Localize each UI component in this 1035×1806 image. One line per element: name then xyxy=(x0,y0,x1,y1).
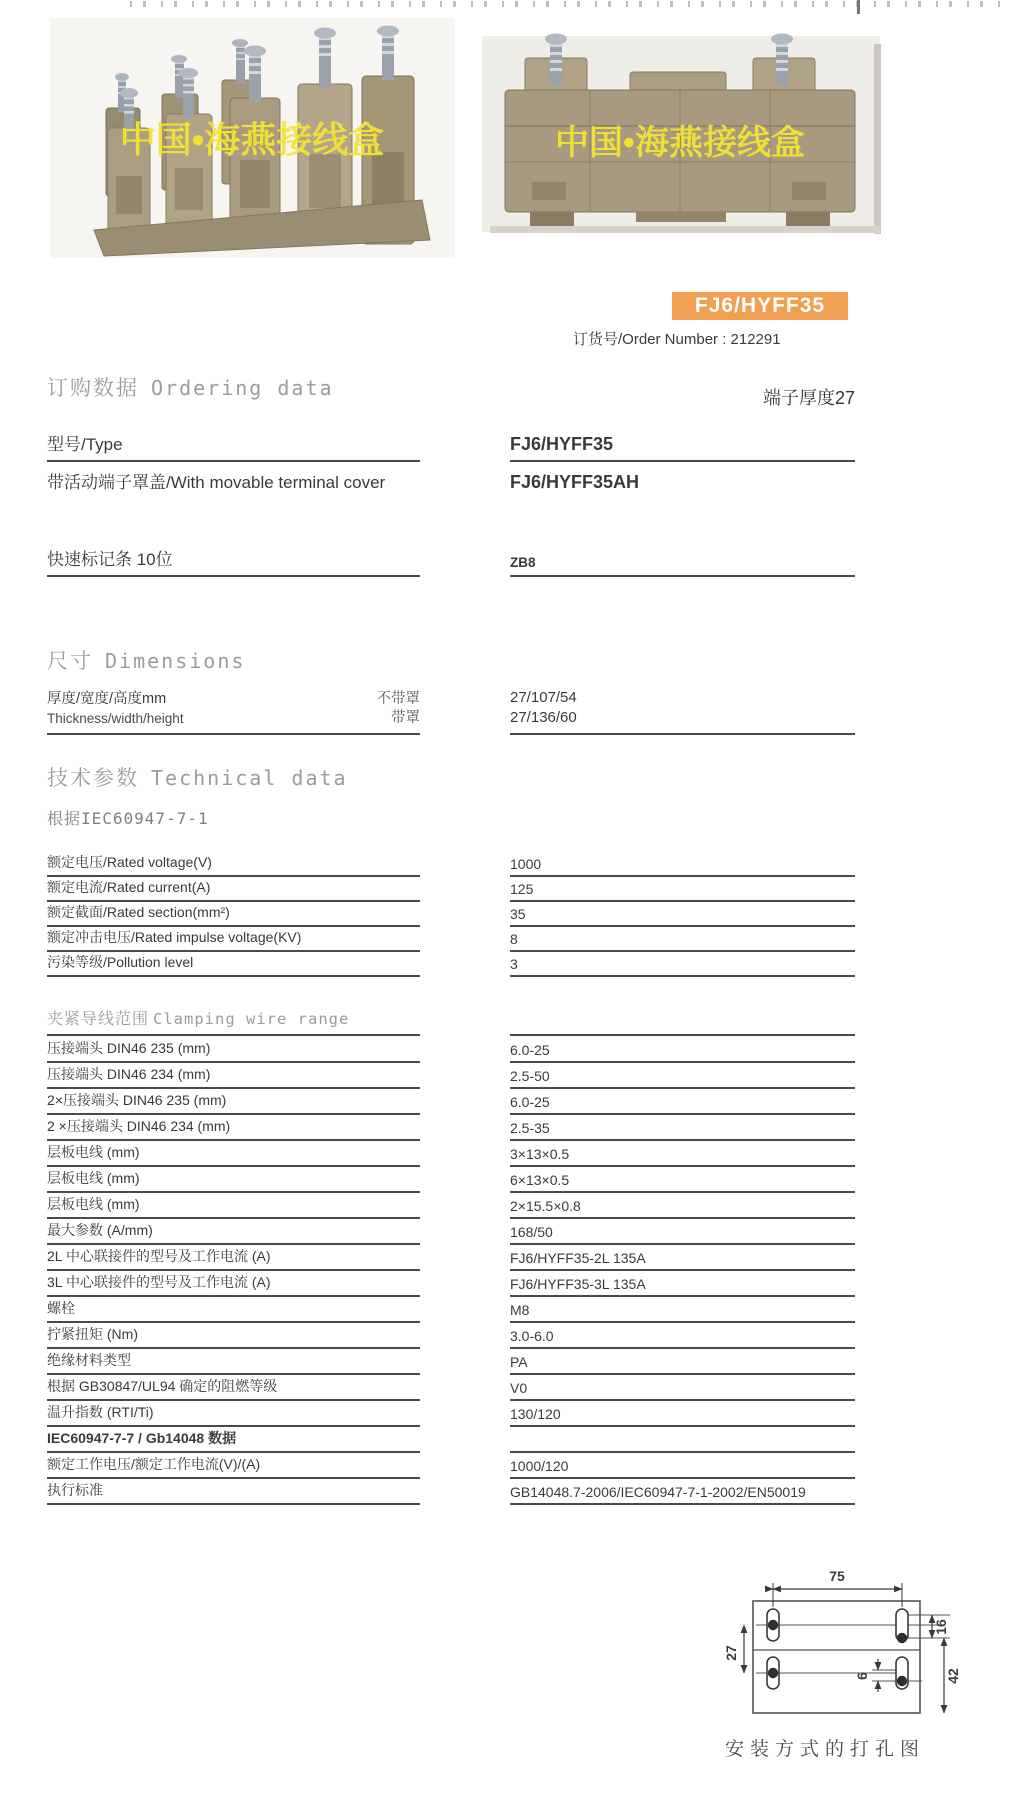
drawing-caption: 安装方式的打孔图 xyxy=(724,1739,925,1760)
spec-value: 2.5-50 xyxy=(510,1068,855,1089)
spec-label: 额定工作电压/额定工作电流(V)/(A) xyxy=(47,1454,420,1479)
spec-label: 绝缘材料类型 xyxy=(47,1350,420,1375)
watermark-text: 中国•海燕接线盒 xyxy=(119,119,385,160)
spec-row xyxy=(47,1401,855,1427)
spec-label: 额定电流/Rated current(A) xyxy=(47,877,420,902)
spec-value: 2.5-35 xyxy=(510,1120,855,1141)
spec-row xyxy=(47,1297,855,1323)
spec-row xyxy=(47,1193,855,1219)
clamping-heading-value-spacer xyxy=(510,1029,855,1036)
ordering-label: 型号/Type xyxy=(47,430,420,462)
spec-row xyxy=(47,877,855,902)
spec-label: 根据 GB30847/UL94 确定的阻燃等级 xyxy=(47,1376,420,1401)
spec-row xyxy=(47,927,855,952)
clamping-heading-text xyxy=(47,1006,420,1036)
ordering-row-cover xyxy=(47,468,855,498)
spec-label: 最大参数 (A/mm) xyxy=(47,1220,420,1245)
ordering-label: 带活动端子罩盖/With movable terminal cover xyxy=(47,473,386,492)
heading-en: Ordering data xyxy=(151,376,334,400)
value-with-cover: 27/136/60 xyxy=(510,709,577,726)
spec-value: FJ6/HYFF35-2L 135A xyxy=(510,1250,855,1271)
spec-value: 3×13×0.5 xyxy=(510,1146,855,1167)
variant-with-cover: 带罩 xyxy=(391,710,420,726)
spec-label: 执行标准 xyxy=(47,1480,420,1505)
value-without-cover: 27/107/54 xyxy=(510,689,577,706)
spec-row xyxy=(47,1453,855,1479)
model-badge: FJ6/HYFF35 xyxy=(672,292,848,320)
spec-value xyxy=(510,1448,855,1453)
spec-row xyxy=(47,1349,855,1375)
ordering-row-type xyxy=(47,430,855,462)
ordering-value: FJ6/HYFF35 xyxy=(510,434,855,462)
spec-value: FJ6/HYFF35-3L 135A xyxy=(510,1276,855,1297)
spec-row xyxy=(47,1245,855,1271)
spec-value: 1000/120 xyxy=(510,1458,855,1479)
spec-label: 3L 中心联接件的型号及工作电流 (A) xyxy=(47,1272,420,1297)
mounting-drilling-diagram xyxy=(660,1563,990,1723)
spec-row xyxy=(47,952,855,977)
spec-value: 6×13×0.5 xyxy=(510,1172,855,1193)
spec-value: 130/120 xyxy=(510,1406,855,1427)
spec-label: 压接端头 DIN46 235 (mm) xyxy=(47,1038,420,1063)
spec-label: 压接端头 DIN46 234 (mm) xyxy=(47,1064,420,1089)
section-heading-dimensions xyxy=(47,645,245,675)
spec-row xyxy=(47,1479,855,1505)
watermark-text: 中国•海燕接线盒 xyxy=(555,124,805,162)
spec-row xyxy=(47,1323,855,1349)
spec-value: PA xyxy=(510,1354,855,1375)
heading-en: Dimensions xyxy=(105,649,246,673)
spec-label: 螺栓 xyxy=(47,1298,420,1323)
spec-label: 层板电线 (mm) xyxy=(47,1168,420,1193)
section-heading-technical xyxy=(47,762,348,792)
spec-label: 层板电线 (mm) xyxy=(47,1194,420,1219)
spec-label: 层板电线 (mm) xyxy=(47,1142,420,1167)
heading-zh: 尺寸 xyxy=(47,650,93,673)
dimensions-label-en: Thickness/width/height xyxy=(47,711,184,726)
spec-value: M8 xyxy=(510,1302,855,1323)
spec-label: 污染等级/Pollution level xyxy=(47,952,420,977)
ordering-value: ZB8 xyxy=(510,555,855,577)
product-photo-terminal-block-single xyxy=(470,30,890,245)
cropped-header-text xyxy=(130,1,1010,7)
spec-row xyxy=(47,1089,855,1115)
spec-value: 168/50 xyxy=(510,1224,855,1245)
dimension-edge-label: 16 xyxy=(933,1619,949,1635)
spec-row xyxy=(47,1271,855,1297)
spec-value: 3 xyxy=(510,956,855,977)
terminal-thickness-note: 端子厚度27 xyxy=(762,388,855,408)
spec-row xyxy=(47,1063,855,1089)
spec-row xyxy=(47,1375,855,1401)
dimension-offset-label: 6 xyxy=(854,1672,870,1680)
spec-value: V0 xyxy=(510,1380,855,1401)
technical-table-general xyxy=(47,852,855,977)
dimensions-label-zh: 厚度/宽度/高度mm xyxy=(47,691,167,707)
spec-label: 拧紧扭矩 (Nm) xyxy=(47,1324,420,1349)
dimension-width-label: 75 xyxy=(829,1568,845,1584)
spec-row xyxy=(47,902,855,927)
spec-value: GB14048.7-2006/IEC60947-7-1-2002/EN50019 xyxy=(510,1484,855,1505)
slotted-hole xyxy=(896,1657,908,1689)
dimension-row-spacing-label: 27 xyxy=(723,1645,739,1661)
slotted-hole xyxy=(767,1657,779,1689)
heading-en: Clamping wire range xyxy=(153,1010,350,1028)
spec-value: 1000 xyxy=(510,856,855,877)
spec-row xyxy=(47,1167,855,1193)
spec-value: 125 xyxy=(510,881,855,902)
spec-label: 温升指数 (RTI/Ti) xyxy=(47,1402,420,1427)
spec-row xyxy=(47,1219,855,1245)
spec-value: 35 xyxy=(510,906,855,927)
spec-label: IEC60947-7-7 / Gb14048 数据 xyxy=(47,1428,420,1453)
order-number: 订货号/Order Number : 212291 xyxy=(573,331,781,348)
clamping-range-heading xyxy=(47,995,855,1036)
slotted-hole xyxy=(767,1609,779,1641)
heading-zh: 夹紧导线范围 xyxy=(47,1011,150,1028)
spec-value: 8 xyxy=(510,931,855,952)
standard-basis-note: 根据IEC60947-7-1 xyxy=(47,809,209,828)
spec-row xyxy=(47,852,855,877)
spec-label: 额定截面/Rated section(mm²) xyxy=(47,902,420,927)
spec-value: 6.0-25 xyxy=(510,1094,855,1115)
dimensions-label xyxy=(47,690,184,728)
spec-row xyxy=(47,1141,855,1167)
spec-row xyxy=(47,1427,855,1453)
spec-row xyxy=(47,1037,855,1063)
dimensions-values xyxy=(510,688,855,735)
photo-shadow-bottom xyxy=(490,226,880,233)
variant-without-cover: 不带罩 xyxy=(376,691,420,707)
technical-table-clamping xyxy=(47,1037,855,1505)
heading-zh: 技术参数 xyxy=(47,767,139,790)
dimensions-row xyxy=(47,688,855,735)
cropped-header-text-descender xyxy=(857,0,860,14)
spec-label: 2×压接端头 DIN46 235 (mm) xyxy=(47,1090,420,1115)
spec-label: 2L 中心联接件的型号及工作电流 (A) xyxy=(47,1246,420,1271)
ordering-row-marker-strip xyxy=(47,543,855,577)
spec-value: 2×15.5×0.8 xyxy=(510,1198,855,1219)
spec-label: 2 ×压接端头 DIN46 234 (mm) xyxy=(47,1116,420,1141)
slotted-hole xyxy=(896,1609,908,1643)
spec-label: 额定电压/Rated voltage(V) xyxy=(47,852,420,877)
heading-en: Technical data xyxy=(151,766,348,790)
spec-row xyxy=(47,1115,855,1141)
ordering-label: 快速标记条 10位 xyxy=(47,545,420,577)
spec-label: 额定冲击电压/Rated impulse voltage(KV) xyxy=(47,927,420,952)
photo-shadow-right xyxy=(874,44,881,234)
heading-zh: 订购数据 xyxy=(47,377,139,400)
dimensions-variants xyxy=(377,690,421,728)
section-heading-ordering xyxy=(47,372,334,402)
spec-value: 3.0-6.0 xyxy=(510,1328,855,1349)
product-photo-terminal-block-group xyxy=(50,18,455,258)
spec-value: 6.0-25 xyxy=(510,1042,855,1063)
dimension-span-label: 42 xyxy=(945,1668,961,1684)
ordering-value: FJ6/HYFF35AH xyxy=(510,472,640,492)
